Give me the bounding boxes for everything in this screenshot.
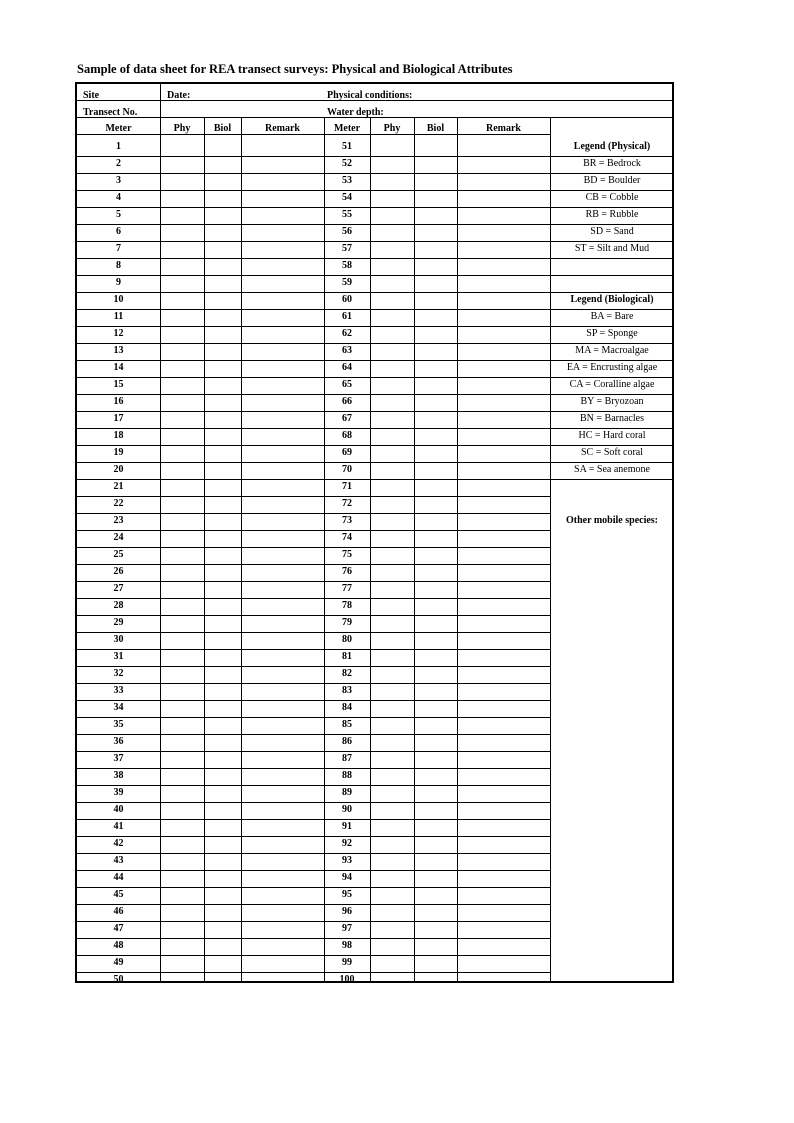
meter-number-right: 75 — [342, 549, 352, 560]
meter-number-left: 8 — [116, 260, 121, 271]
legend-divider — [550, 207, 674, 208]
meter-number-right: 52 — [342, 158, 352, 169]
meter-number-right: 64 — [342, 362, 352, 373]
row-divider — [77, 887, 550, 888]
meter-number-left: 11 — [113, 311, 124, 322]
legend-physical-item: ST = Silt and Mud — [574, 243, 650, 254]
legend-biological-item: SA = Sea anemone — [574, 464, 650, 475]
meter-number-left: 23 — [113, 515, 124, 526]
meter-number-right: 78 — [342, 600, 352, 611]
meter-number-left: 42 — [113, 838, 124, 849]
transect-no-label: Transect No. — [83, 107, 138, 118]
sheet-title: Sample of data sheet for REA transect surveys: Physical and Biological Attributes — [77, 62, 513, 76]
column-divider — [324, 117, 325, 981]
meter-number-right: 95 — [342, 889, 352, 900]
legend-divider — [550, 156, 674, 157]
legend-divider — [550, 309, 674, 310]
row-divider — [77, 904, 550, 905]
meter-number-left: 24 — [113, 532, 124, 543]
legend-physical-item: RB = Rubble — [585, 209, 639, 220]
legend-biological-item: CA = Coralline algae — [569, 379, 655, 390]
meter-number-right: 97 — [342, 923, 352, 934]
row-divider — [77, 224, 550, 225]
meter-number-left: 25 — [113, 549, 124, 560]
meter-number-left: 7 — [116, 243, 121, 254]
meter-number-right: 90 — [342, 804, 352, 815]
column-divider — [457, 117, 458, 981]
meter-number-left: 33 — [113, 685, 124, 696]
other-mobile-species-label: Other mobile species: — [565, 515, 659, 526]
meter-number-left: 30 — [113, 634, 124, 645]
row-divider — [77, 309, 550, 310]
meter-number-right: 74 — [342, 532, 352, 543]
row-divider — [77, 530, 550, 531]
col-meter-right: Meter — [333, 123, 361, 134]
meter-number-right: 73 — [342, 515, 352, 526]
row-divider — [77, 632, 550, 633]
meter-number-left: 22 — [113, 498, 124, 509]
data-sheet-table — [75, 82, 674, 983]
row-divider — [77, 462, 550, 463]
row-divider — [77, 581, 550, 582]
meter-number-left: 46 — [113, 906, 124, 917]
legend-physical-title: Legend (Physical) — [573, 141, 651, 152]
meter-number-left: 48 — [113, 940, 124, 951]
meter-number-right: 66 — [342, 396, 352, 407]
meter-number-left: 50 — [113, 974, 124, 985]
legend-physical-item: BD = Boulder — [583, 175, 641, 186]
meter-number-right: 91 — [342, 821, 352, 832]
row-divider — [77, 768, 550, 769]
legend-divider — [550, 377, 674, 378]
meter-number-left: 49 — [113, 957, 124, 968]
row-divider — [77, 751, 550, 752]
row-divider — [77, 241, 550, 242]
row-divider — [77, 445, 550, 446]
meter-number-left: 19 — [113, 447, 124, 458]
meter-number-left: 4 — [116, 192, 121, 203]
meter-number-right: 69 — [342, 447, 352, 458]
legend-divider — [550, 343, 674, 344]
meter-number-right: 60 — [342, 294, 352, 305]
legend-divider — [550, 241, 674, 242]
meter-number-left: 43 — [113, 855, 124, 866]
row-divider — [77, 156, 550, 157]
meter-number-left: 1 — [116, 141, 121, 152]
row-divider — [77, 921, 550, 922]
row-divider — [77, 615, 550, 616]
legend-biological-item: HC = Hard coral — [578, 430, 646, 441]
meter-number-left: 47 — [113, 923, 124, 934]
legend-physical-item: BR = Bedrock — [583, 158, 641, 169]
col-biol-left: Biol — [213, 123, 232, 134]
header-divider — [77, 100, 674, 101]
meter-number-left: 32 — [113, 668, 124, 679]
meter-number-left: 36 — [113, 736, 124, 747]
meter-number-left: 38 — [113, 770, 124, 781]
meter-number-right: 81 — [342, 651, 352, 662]
meter-number-left: 31 — [113, 651, 124, 662]
meter-number-right: 68 — [342, 430, 352, 441]
meter-number-right: 51 — [342, 141, 352, 152]
row-divider — [77, 700, 550, 701]
legend-divider — [550, 326, 674, 327]
meter-number-left: 18 — [113, 430, 124, 441]
meter-number-left: 29 — [113, 617, 124, 628]
meter-number-right: 55 — [342, 209, 352, 220]
row-divider — [77, 564, 550, 565]
legend-biological-title: Legend (Biological) — [570, 294, 654, 305]
date-label: Date: — [167, 90, 191, 101]
row-divider — [77, 326, 550, 327]
meter-number-left: 13 — [113, 345, 124, 356]
meter-number-right: 61 — [342, 311, 352, 322]
meter-number-right: 54 — [342, 192, 352, 203]
legend-divider — [550, 411, 674, 412]
meter-number-right: 72 — [342, 498, 352, 509]
meter-number-left: 21 — [113, 481, 124, 492]
meter-number-left: 40 — [113, 804, 124, 815]
meter-number-right: 56 — [342, 226, 352, 237]
legend-divider — [550, 445, 674, 446]
meter-number-right: 98 — [342, 940, 352, 951]
row-divider — [77, 360, 550, 361]
meter-number-right: 94 — [342, 872, 352, 883]
legend-divider — [550, 224, 674, 225]
meter-number-left: 37 — [113, 753, 124, 764]
col-remark-right: Remark — [486, 123, 521, 134]
meter-number-right: 92 — [342, 838, 352, 849]
meter-number-left: 28 — [113, 600, 124, 611]
meter-number-left: 14 — [113, 362, 124, 373]
row-divider — [77, 683, 550, 684]
meter-number-right: 53 — [342, 175, 352, 186]
row-divider — [77, 411, 550, 412]
meter-number-right: 70 — [342, 464, 352, 475]
meter-number-right: 77 — [342, 583, 352, 594]
row-divider — [77, 734, 550, 735]
header-divider — [77, 134, 550, 135]
meter-number-right: 82 — [342, 668, 352, 679]
row-divider — [77, 836, 550, 837]
meter-number-left: 15 — [113, 379, 124, 390]
legend-divider — [550, 360, 674, 361]
meter-number-left: 44 — [113, 872, 124, 883]
row-divider — [77, 938, 550, 939]
column-divider — [414, 117, 415, 981]
row-divider — [77, 649, 550, 650]
column-divider — [370, 117, 371, 981]
meter-number-left: 16 — [113, 396, 124, 407]
row-divider — [77, 802, 550, 803]
meter-number-right: 85 — [342, 719, 352, 730]
col-phy-right: Phy — [383, 123, 401, 134]
meter-number-left: 41 — [113, 821, 124, 832]
legend-divider — [550, 258, 674, 259]
meter-number-right: 99 — [342, 957, 352, 968]
meter-number-left: 12 — [113, 328, 124, 339]
legend-biological-item: BA = Bare — [590, 311, 634, 322]
column-divider — [204, 117, 205, 981]
row-divider — [77, 598, 550, 599]
col-remark-left: Remark — [265, 123, 300, 134]
row-divider — [77, 819, 550, 820]
row-divider — [77, 275, 550, 276]
row-divider — [77, 972, 550, 973]
legend-biological-item: MA = Macroalgae — [575, 345, 649, 356]
row-divider — [77, 717, 550, 718]
water-depth-label: Water depth: — [327, 107, 384, 118]
meter-number-left: 20 — [113, 464, 124, 475]
row-divider — [77, 870, 550, 871]
meter-number-left: 27 — [113, 583, 124, 594]
legend-divider — [550, 428, 674, 429]
legend-divider — [550, 394, 674, 395]
meter-number-right: 65 — [342, 379, 352, 390]
meter-number-left: 10 — [113, 294, 124, 305]
meter-number-right: 58 — [342, 260, 352, 271]
row-divider — [77, 173, 550, 174]
row-divider — [77, 479, 550, 480]
row-divider — [77, 513, 550, 514]
meter-number-right: 100 — [339, 974, 355, 985]
meter-number-right: 88 — [342, 770, 352, 781]
row-divider — [77, 496, 550, 497]
row-divider — [77, 207, 550, 208]
row-divider — [77, 377, 550, 378]
legend-divider — [550, 479, 674, 480]
meter-number-right: 71 — [342, 481, 352, 492]
meter-number-left: 26 — [113, 566, 124, 577]
legend-biological-item: SP = Sponge — [586, 328, 638, 339]
meter-number-right: 62 — [342, 328, 352, 339]
meter-number-right: 80 — [342, 634, 352, 645]
meter-number-left: 5 — [116, 209, 121, 220]
meter-number-right: 84 — [342, 702, 352, 713]
row-divider — [77, 343, 550, 344]
row-divider — [77, 190, 550, 191]
column-divider — [160, 84, 161, 981]
legend-divider — [550, 173, 674, 174]
meter-number-left: 17 — [113, 413, 124, 424]
legend-biological-item: EA = Encrusting algae — [566, 362, 658, 373]
legend-physical-item: SD = Sand — [590, 226, 634, 237]
meter-number-left: 3 — [116, 175, 121, 186]
meter-number-left: 35 — [113, 719, 124, 730]
physical-conditions-label: Physical conditions: — [327, 90, 413, 101]
header-divider — [77, 117, 674, 118]
meter-number-right: 63 — [342, 345, 352, 356]
legend-divider — [550, 462, 674, 463]
row-divider — [77, 666, 550, 667]
legend-biological-item: BN = Barnacles — [580, 413, 644, 424]
legend-divider — [550, 275, 674, 276]
meter-number-left: 39 — [113, 787, 124, 798]
column-divider — [241, 117, 242, 981]
legend-divider — [550, 190, 674, 191]
meter-number-right: 67 — [342, 413, 352, 424]
legend-physical-item: CB = Cobble — [585, 192, 639, 203]
meter-number-right: 57 — [342, 243, 352, 254]
row-divider — [77, 394, 550, 395]
meter-number-right: 87 — [342, 753, 352, 764]
meter-number-left: 45 — [113, 889, 124, 900]
row-divider — [77, 292, 550, 293]
meter-number-right: 86 — [342, 736, 352, 747]
meter-number-right: 93 — [342, 855, 352, 866]
legend-biological-item: BY = Bryozoan — [580, 396, 644, 407]
col-phy-left: Phy — [173, 123, 191, 134]
col-meter-left: Meter — [105, 123, 132, 134]
row-divider — [77, 258, 550, 259]
row-divider — [77, 547, 550, 548]
meter-number-right: 83 — [342, 685, 352, 696]
row-divider — [77, 955, 550, 956]
meter-number-right: 89 — [342, 787, 352, 798]
legend-divider — [550, 292, 674, 293]
col-biol-right: Biol — [426, 123, 445, 134]
site-label: Site — [83, 90, 100, 101]
row-divider — [77, 785, 550, 786]
meter-number-left: 9 — [116, 277, 121, 288]
row-divider — [77, 853, 550, 854]
meter-number-right: 59 — [342, 277, 352, 288]
meter-number-left: 34 — [113, 702, 124, 713]
legend-biological-item: SC = Soft coral — [580, 447, 644, 458]
meter-number-right: 79 — [342, 617, 352, 628]
meter-number-left: 6 — [116, 226, 121, 237]
row-divider — [77, 428, 550, 429]
column-divider — [550, 117, 551, 981]
meter-number-right: 76 — [342, 566, 352, 577]
meter-number-right: 96 — [342, 906, 352, 917]
meter-number-left: 2 — [116, 158, 121, 169]
